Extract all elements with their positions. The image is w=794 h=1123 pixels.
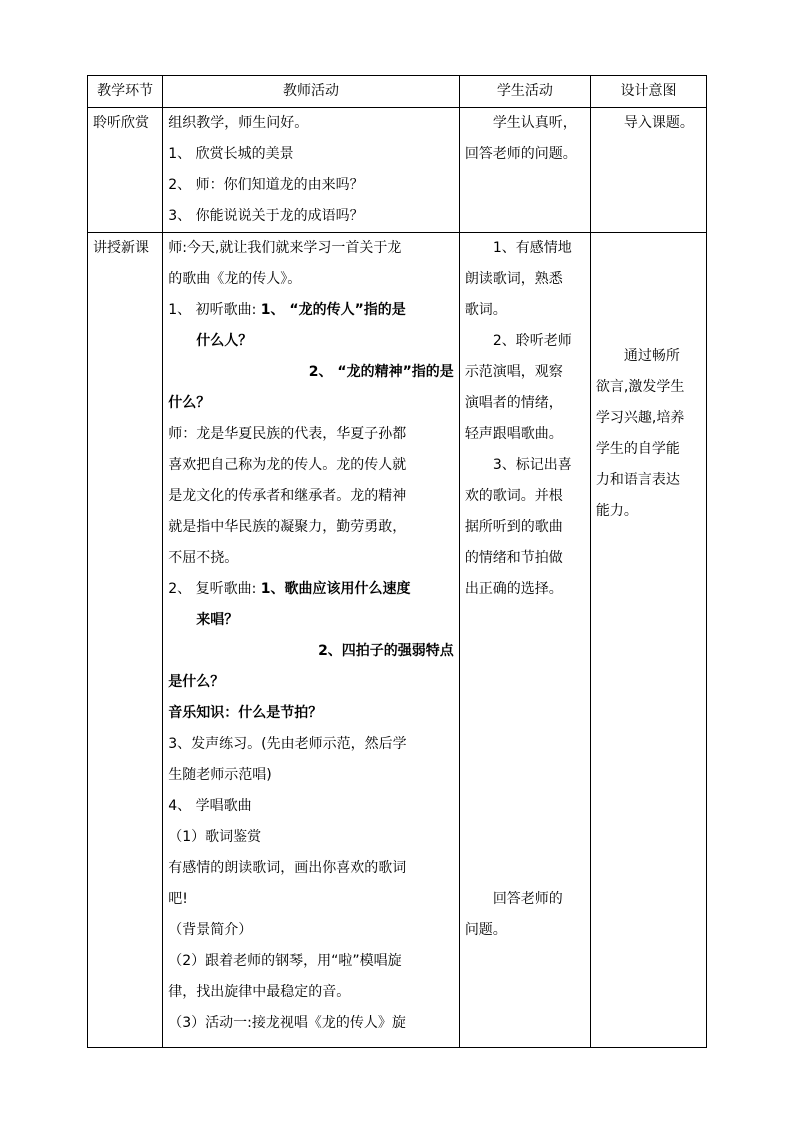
table-row-listening bbox=[88, 108, 707, 233]
teacher-line: 是龙文化的传承者和继承者。龙的精神 bbox=[168, 488, 407, 504]
teacher-line: 2、 师：你们知道龙的由来吗？ bbox=[168, 177, 364, 193]
lesson-plan-table bbox=[87, 75, 707, 1048]
teacher-line: 的歌曲《龙的传人》。 bbox=[168, 271, 302, 287]
teacher-line: 吧! bbox=[168, 891, 188, 907]
teacher-line-prefix: 2、 复听歌曲: bbox=[168, 581, 261, 597]
header-design-intent: 设计意图 bbox=[590, 76, 706, 108]
music-knowledge-heading: 音乐知识：什么是节拍？ bbox=[168, 705, 323, 721]
teacher-line: （2）跟着老师的钢琴，用“啦”模唱旋 bbox=[168, 953, 402, 969]
teacher-activity-cell bbox=[163, 108, 460, 233]
spacer bbox=[465, 605, 585, 884]
teacher-line-prefix: 1、 初听歌曲: bbox=[168, 302, 261, 318]
intent-line: 学习兴趣,培养 bbox=[595, 410, 685, 426]
question-text: 1、 “龙的传人”指的是 bbox=[260, 302, 406, 318]
intent-line: 力和语言表达 bbox=[595, 472, 680, 488]
teacher-line bbox=[168, 574, 454, 605]
student-line: 演唱者的情绪， bbox=[464, 395, 563, 411]
teacher-line: 不屈不挠。 bbox=[168, 550, 239, 566]
student-line: 回答老师的问题。 bbox=[464, 146, 577, 162]
intent-line: 能力。 bbox=[595, 503, 638, 519]
student-line: 欢的歌词。并根 bbox=[464, 488, 563, 504]
student-line: 据所听到的歌曲 bbox=[464, 519, 563, 535]
teacher-line: 有感情的朗读歌词，画出你喜欢的歌词 bbox=[168, 860, 407, 876]
student-line: 出正确的选择。 bbox=[464, 581, 563, 597]
intent-line: 学生的自学能 bbox=[595, 441, 680, 457]
teacher-line: （背景简介） bbox=[168, 922, 253, 938]
student-line: 问题。 bbox=[464, 922, 507, 938]
teacher-line: 3、 你能说说关于龙的成语吗？ bbox=[168, 208, 364, 224]
teacher-line: （3）活动一:接龙视唱《龙的传人》旋 bbox=[168, 1015, 406, 1031]
teacher-line: 1、 欣赏长城的美景 bbox=[168, 146, 294, 162]
student-line: 回答老师的 bbox=[492, 891, 563, 907]
teacher-line: 生随老师示范唱) bbox=[168, 767, 272, 783]
teacher-line: 喜欢把自己称为龙的传人。龙的传人就 bbox=[168, 457, 407, 473]
table-header-row bbox=[88, 76, 707, 108]
student-line: 1、有感情地 bbox=[492, 240, 572, 256]
teacher-line: 师:今天,就让我们就来学习一首关于龙 bbox=[168, 240, 402, 256]
intent-line: 欲言,激发学生 bbox=[595, 379, 685, 395]
question-text: 来唱？ bbox=[196, 612, 239, 628]
stage-cell: 聆听欣赏 bbox=[88, 108, 163, 233]
student-line: 歌词。 bbox=[464, 302, 507, 318]
table-row-new-lesson bbox=[88, 233, 707, 1048]
question-text: 什么人？ bbox=[196, 333, 253, 349]
student-line: 学生认真听， bbox=[492, 115, 577, 131]
student-line: 朗读歌词，熟悉 bbox=[464, 271, 563, 287]
student-line: 的情绪和节拍做 bbox=[464, 550, 563, 566]
header-stage: 教学环节 bbox=[88, 76, 163, 108]
student-line: 2、聆听老师 bbox=[492, 333, 572, 349]
stage-cell: 讲授新课 bbox=[88, 233, 163, 1048]
design-intent-cell bbox=[590, 108, 706, 233]
intent-line: 通过畅所 bbox=[623, 348, 680, 364]
header-teacher-activity: 教师活动 bbox=[163, 76, 460, 108]
student-line: 轻声跟唱歌曲。 bbox=[464, 426, 563, 442]
teacher-line: 3、发声练习。(先由老师示范，然后学 bbox=[168, 736, 407, 752]
question-text: 1、歌曲应该用什么速度 bbox=[260, 581, 411, 597]
teacher-line: 师：龙是华夏民族的代表，华夏子孙都 bbox=[168, 426, 407, 442]
student-activity-cell bbox=[459, 108, 590, 233]
header-student-activity: 学生活动 bbox=[459, 76, 590, 108]
question-text: 2、 “龙的精神”指的是 bbox=[308, 364, 454, 380]
teacher-line: （1）歌词鉴赏 bbox=[168, 829, 262, 845]
student-line: 示范演唱，观察 bbox=[464, 364, 563, 380]
design-intent-cell bbox=[590, 233, 706, 1048]
teacher-line bbox=[168, 295, 454, 326]
spacer bbox=[596, 233, 701, 341]
intent-line: 导入课题。 bbox=[623, 115, 694, 131]
student-activity-cell bbox=[459, 233, 590, 1048]
question-text: 2、四拍子的强弱特点 bbox=[318, 643, 454, 659]
teacher-activity-cell bbox=[163, 233, 460, 1048]
student-line: 3、标记出喜 bbox=[492, 457, 572, 473]
teacher-line: 律，找出旋律中最稳定的音。 bbox=[168, 984, 351, 1000]
teacher-line: 就是指中华民族的凝聚力，勤劳勇敢， bbox=[168, 519, 407, 535]
teacher-line: 组织教学，师生问好。 bbox=[168, 115, 309, 131]
question-text: 是什么？ bbox=[168, 674, 225, 690]
question-text: 什么？ bbox=[168, 395, 211, 411]
teacher-line: 4、 学唱歌曲 bbox=[168, 798, 252, 814]
